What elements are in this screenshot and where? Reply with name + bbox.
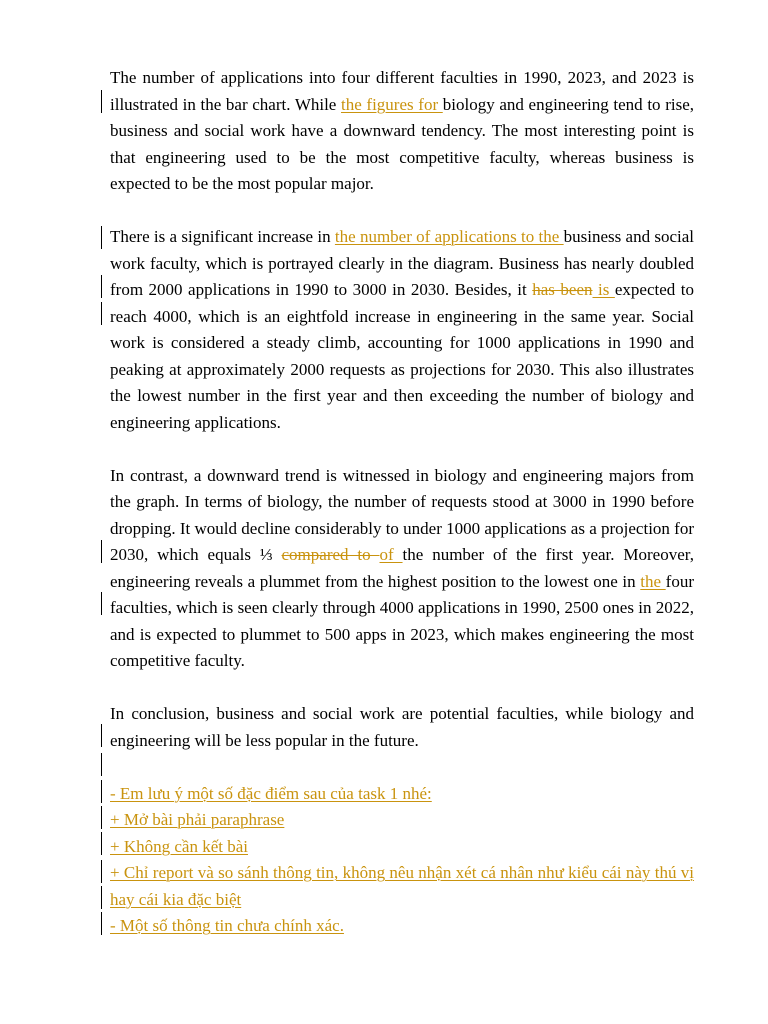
text-run: In conclusion, business and social work are potential faculties, while biology and engineering will be less popular in the future.: [110, 704, 694, 750]
text-run: the number of the first year. Moreover, engineering reveals a plummet from the highest position to the lowest one in: [110, 545, 694, 591]
change-bar: [101, 592, 102, 615]
tracked-deletion[interactable]: has been: [532, 280, 593, 299]
text-run: biology and engineering tend to rise, business and social work have a downward tendency. The most interesting point is that engineering used to be the most competitive faculty, whereas business is expected to be the most popular major.: [110, 94, 694, 193]
tracked-insertion[interactable]: the figures for: [341, 94, 443, 114]
text-run: In contrast, a downward trend is witnessed in biology and engineering majors from the graph. In terms of biology, the number of requests stood at 3000 in 1990 before dropping. It would decline considerably to under 1000 applications as a projection for 2030, which equals ⅓: [110, 465, 694, 564]
change-bar: [101, 275, 102, 298]
tracked-insertion[interactable]: is: [592, 280, 615, 299]
note-text: - Một số thông tin chưa chính xác.: [110, 916, 344, 935]
note-line[interactable]: [110, 913, 694, 940]
note-line[interactable]: [110, 834, 694, 861]
change-bar: [101, 724, 102, 747]
change-bar: [101, 912, 102, 935]
text-run: There is a significant increase in: [110, 227, 335, 246]
document-body: [110, 65, 694, 940]
text-run: four faculties, which is seen clearly through 4000 applications in 1990, 2500 ones in 2022, and is expected to plummet to 500 apps in 2023, which makes engineering the most competitive faculty.: [110, 571, 694, 670]
change-bar: [101, 806, 102, 829]
note-line[interactable]: [110, 781, 694, 808]
teacher-notes: [110, 781, 694, 940]
change-bar: [101, 832, 102, 855]
tracked-insertion[interactable]: the number of applications to the: [334, 227, 564, 246]
note-text: + Mở bài phải paraphrase: [110, 810, 285, 829]
change-bar: [101, 886, 102, 909]
tracked-insertion[interactable]: the: [640, 571, 666, 591]
change-bar: [101, 780, 102, 803]
paragraph-conclusion[interactable]: [110, 701, 694, 754]
change-bar: [101, 302, 102, 325]
text-run: business and social work faculty, which is portrayed clearly in the diagram. Business has nearly doubled from 2000 applications in 1990 to 3000 in 2030. Besides, it: [110, 227, 695, 299]
change-bar: [101, 90, 102, 113]
tracked-insertion[interactable]: of: [379, 545, 403, 564]
change-bar: [101, 860, 102, 883]
change-bar: [101, 226, 102, 249]
change-bar: [101, 540, 102, 563]
note-text: + Không cần kết bài: [110, 836, 248, 856]
empty-line[interactable]: [110, 754, 694, 781]
tracked-deletion[interactable]: compared to: [281, 545, 380, 564]
paragraph-body-1[interactable]: [110, 224, 694, 436]
note-text: + Chỉ report và so sánh thông tin, không nêu nhận xét cá nhân như kiểu cái này thú vị hay cái kia đặc biệt: [110, 863, 694, 909]
text-run: expected to reach 4000, which is an eightfold increase in engineering in the same year. Social work is considered a steady climb, accounting for 1000 applications in 1990 and peaking at approximately 2000 requests as projections for 2030. This also illustrates the lowest number in the first year and then exceeding the number of biology and engineering applications.: [110, 280, 694, 432]
note-line[interactable]: [110, 860, 694, 913]
change-bar: [101, 753, 102, 776]
note-text: - Em lưu ý một số đặc điểm sau của task 1 nhé:: [110, 783, 432, 803]
text-run: The number of applications into four different faculties in 1990, 2023, and 2023 is illustrated in the bar chart. While: [110, 68, 694, 114]
note-line[interactable]: [110, 807, 694, 834]
paragraph-introduction[interactable]: [110, 65, 694, 198]
paragraph-body-2[interactable]: [110, 463, 694, 675]
